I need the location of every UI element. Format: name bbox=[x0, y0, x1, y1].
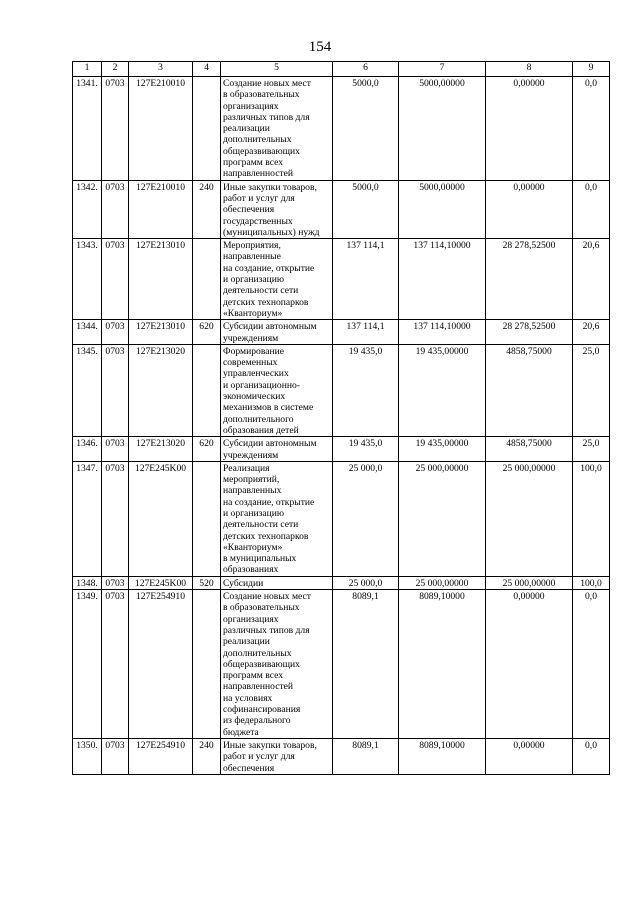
target-article-code: 127E213020 bbox=[129, 437, 193, 462]
expense-type: 620 bbox=[193, 437, 221, 462]
executed-amount: 4858,75000 bbox=[486, 437, 573, 462]
refined-amount: 8089,10000 bbox=[399, 738, 486, 774]
approved-amount: 25 000,0 bbox=[333, 576, 399, 589]
row-number: 1341. bbox=[73, 77, 102, 181]
row-number: 1347. bbox=[73, 461, 102, 576]
item-name: Реализация мероприятий, направленных на создание, открытие и организацию деятельности сети детских технопарков «Кванториум» в муниципальных образованиях bbox=[221, 461, 333, 576]
expense-type: 620 bbox=[193, 320, 221, 345]
execution-percent: 100,0 bbox=[573, 576, 610, 589]
refined-amount: 5000,00000 bbox=[399, 180, 486, 238]
executed-amount: 0,00000 bbox=[486, 738, 573, 774]
row-number: 1346. bbox=[73, 437, 102, 462]
header-cell: 8 bbox=[486, 62, 573, 77]
target-article-code: 127E245K00 bbox=[129, 461, 193, 576]
target-article-code: 127E213010 bbox=[129, 239, 193, 320]
item-name: Иные закупки товаров, работ и услуг для обеспечения bbox=[221, 738, 333, 774]
section-code: 0703 bbox=[102, 344, 129, 436]
approved-amount: 8089,1 bbox=[333, 590, 399, 739]
item-name: Иные закупки товаров, работ и услуг для обеспечения государственных (муниципальных) нужд bbox=[221, 180, 333, 238]
page-number: 154 bbox=[308, 39, 332, 55]
refined-amount: 19 435,00000 bbox=[399, 437, 486, 462]
table-body bbox=[73, 77, 610, 775]
refined-amount: 19 435,00000 bbox=[399, 344, 486, 436]
section-code: 0703 bbox=[102, 77, 129, 181]
section-code: 0703 bbox=[102, 461, 129, 576]
table-row bbox=[73, 344, 610, 436]
executed-amount: 0,00000 bbox=[486, 590, 573, 739]
expense-type bbox=[193, 77, 221, 181]
item-name: Создание новых мест в образовательных организациях различных типов для реализации дополнительных общеразвивающих программ всех направленностей bbox=[221, 77, 333, 181]
approved-amount: 19 435,0 bbox=[333, 344, 399, 436]
row-number: 1349. bbox=[73, 590, 102, 739]
section-code: 0703 bbox=[102, 738, 129, 774]
executed-amount: 28 278,52500 bbox=[486, 320, 573, 345]
refined-amount: 5000,00000 bbox=[399, 77, 486, 181]
row-number: 1348. bbox=[73, 576, 102, 589]
item-name: Мероприятия, направленные на создание, открытие и организацию деятельности сети детских технопарков «Кванториум» bbox=[221, 239, 333, 320]
execution-percent: 20,6 bbox=[573, 320, 610, 345]
header-cell: 3 bbox=[129, 62, 193, 77]
expense-type bbox=[193, 344, 221, 436]
approved-amount: 8089,1 bbox=[333, 738, 399, 774]
row-number: 1350. bbox=[73, 738, 102, 774]
target-article-code: 127E213020 bbox=[129, 344, 193, 436]
execution-percent: 25,0 bbox=[573, 344, 610, 436]
approved-amount: 5000,0 bbox=[333, 180, 399, 238]
table-row bbox=[73, 437, 610, 462]
header-cell: 6 bbox=[333, 62, 399, 77]
header-cell: 9 bbox=[573, 62, 610, 77]
execution-percent: 20,6 bbox=[573, 239, 610, 320]
table-row bbox=[73, 180, 610, 238]
table-row bbox=[73, 576, 610, 589]
target-article-code: 127E254910 bbox=[129, 738, 193, 774]
expense-type bbox=[193, 590, 221, 739]
execution-percent: 25,0 bbox=[573, 437, 610, 462]
row-number: 1343. bbox=[73, 239, 102, 320]
executed-amount: 0,00000 bbox=[486, 180, 573, 238]
execution-percent: 0,0 bbox=[573, 77, 610, 181]
budget-table bbox=[72, 61, 610, 775]
item-name: Формирование современных управленческих и организационно- экономических механизмов в системе дополнительного образования детей bbox=[221, 344, 333, 436]
header-cell: 2 bbox=[102, 62, 129, 77]
expense-type bbox=[193, 461, 221, 576]
target-article-code: 127E210010 bbox=[129, 77, 193, 181]
item-name: Субсидии bbox=[221, 576, 333, 589]
section-code: 0703 bbox=[102, 576, 129, 589]
target-article-code: 127E254910 bbox=[129, 590, 193, 739]
approved-amount: 5000,0 bbox=[333, 77, 399, 181]
table-row bbox=[73, 461, 610, 576]
executed-amount: 4858,75000 bbox=[486, 344, 573, 436]
section-code: 0703 bbox=[102, 590, 129, 739]
section-code: 0703 bbox=[102, 180, 129, 238]
refined-amount: 8089,10000 bbox=[399, 590, 486, 739]
execution-percent: 0,0 bbox=[573, 590, 610, 739]
section-code: 0703 bbox=[102, 239, 129, 320]
section-code: 0703 bbox=[102, 320, 129, 345]
executed-amount: 25 000,00000 bbox=[486, 461, 573, 576]
expense-type bbox=[193, 239, 221, 320]
row-number: 1345. bbox=[73, 344, 102, 436]
header-cell: 4 bbox=[193, 62, 221, 77]
row-number: 1342. bbox=[73, 180, 102, 238]
header-cell: 5 bbox=[221, 62, 333, 77]
item-name: Субсидии автономным учреждениям bbox=[221, 320, 333, 345]
table-row bbox=[73, 239, 610, 320]
approved-amount: 19 435,0 bbox=[333, 437, 399, 462]
refined-amount: 25 000,00000 bbox=[399, 461, 486, 576]
item-name: Субсидии автономным учреждениям bbox=[221, 437, 333, 462]
header-cell: 7 bbox=[399, 62, 486, 77]
refined-amount: 25 000,00000 bbox=[399, 576, 486, 589]
executed-amount: 0,00000 bbox=[486, 77, 573, 181]
expense-type: 240 bbox=[193, 180, 221, 238]
header-cell: 1 bbox=[73, 62, 102, 77]
table-row bbox=[73, 320, 610, 345]
executed-amount: 28 278,52500 bbox=[486, 239, 573, 320]
execution-percent: 100,0 bbox=[573, 461, 610, 576]
approved-amount: 25 000,0 bbox=[333, 461, 399, 576]
expense-type: 240 bbox=[193, 738, 221, 774]
execution-percent: 0,0 bbox=[573, 738, 610, 774]
item-name: Создание новых мест в образовательных организациях различных типов для реализации дополнительных общеразвивающих программ всех направленностей на условиях софинансирования из федерального бюджета bbox=[221, 590, 333, 739]
target-article-code: 127E213010 bbox=[129, 320, 193, 345]
table-row bbox=[73, 590, 610, 739]
execution-percent: 0,0 bbox=[573, 180, 610, 238]
executed-amount: 25 000,00000 bbox=[486, 576, 573, 589]
row-number: 1344. bbox=[73, 320, 102, 345]
refined-amount: 137 114,10000 bbox=[399, 239, 486, 320]
target-article-code: 127E245K00 bbox=[129, 576, 193, 589]
refined-amount: 137 114,10000 bbox=[399, 320, 486, 345]
expense-type: 520 bbox=[193, 576, 221, 589]
table-row bbox=[73, 77, 610, 181]
table-header-row bbox=[73, 62, 610, 77]
approved-amount: 137 114,1 bbox=[333, 239, 399, 320]
section-code: 0703 bbox=[102, 437, 129, 462]
approved-amount: 137 114,1 bbox=[333, 320, 399, 345]
table-row bbox=[73, 738, 610, 774]
target-article-code: 127E210010 bbox=[129, 180, 193, 238]
